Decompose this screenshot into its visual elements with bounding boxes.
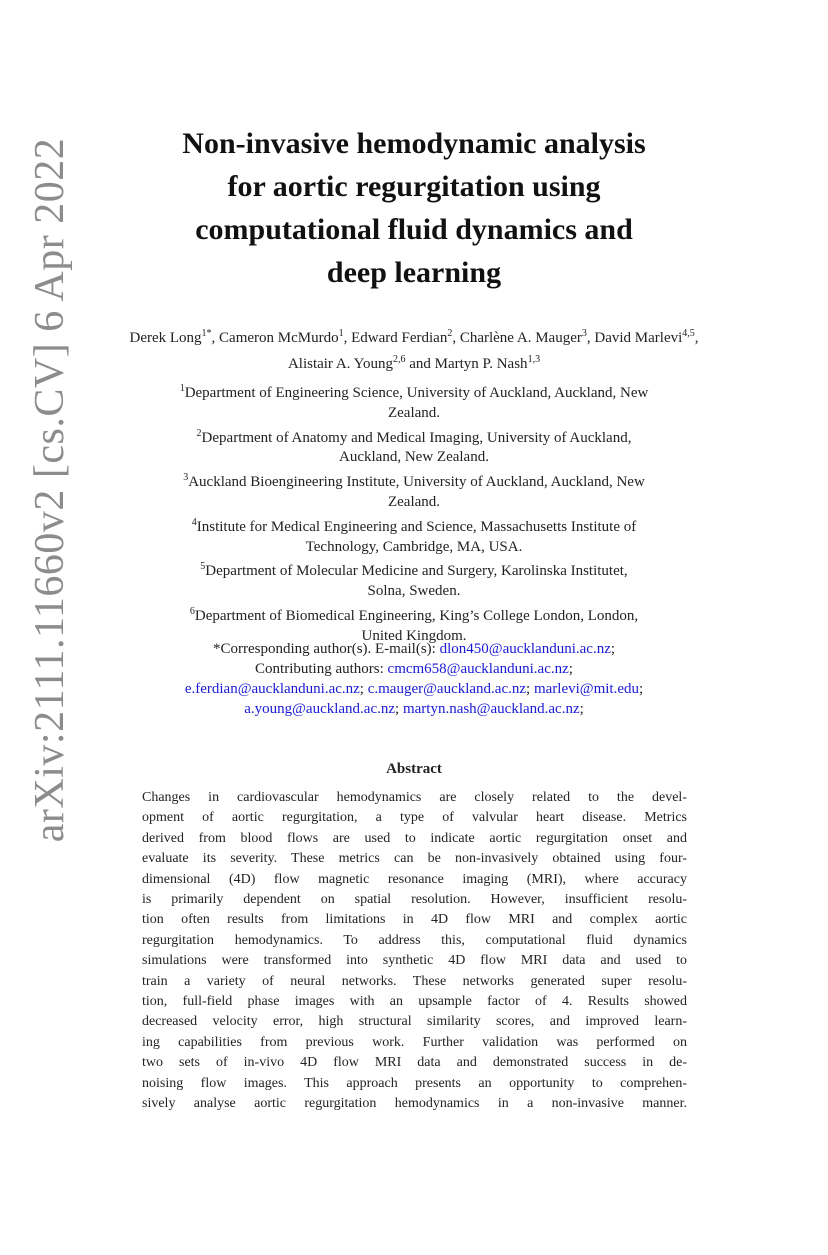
email-link[interactable]: c.mauger@auckland.ac.nz [367, 681, 527, 697]
abstract-line: Changes in cardiovascular hemodynamics are closely related to the devel- [142, 790, 687, 805]
author-affiliation-mark: 2 [447, 328, 453, 339]
affiliation [110, 513, 718, 558]
affiliation-number: 2 [196, 427, 202, 439]
affiliation-number: 6 [189, 605, 195, 617]
abstract-line: evaluate its severity. These metrics can be non-invasively obtained using four- [142, 851, 687, 867]
affiliation [110, 557, 718, 602]
author-affiliation-mark: 1,3 [527, 354, 541, 365]
abstract-line: ing capabilities from previous work. Further validation was performed on [142, 1034, 687, 1050]
affiliation-text: Institute for Medical Engineering and Science, Massachusetts Institute of [196, 518, 637, 535]
abstract-line: decreased velocity error, high structural similarity scores, and improved learn- [142, 1014, 687, 1030]
author-affiliation-mark: 4,5 [682, 328, 695, 339]
email-link[interactable]: e.ferdian@aucklanduni.ac.nz [184, 681, 360, 697]
contributing-label: Contributing authors: [255, 661, 384, 677]
author-name: Edward Ferdian [351, 330, 448, 346]
contact-emails [100, 639, 728, 719]
affiliation [110, 424, 718, 469]
affiliation-text: Technology, Cambridge, MA, USA. [305, 538, 523, 555]
affiliation-text: Department of Molecular Medicine and Surgery, Karolinska Institutet, [205, 563, 628, 580]
affiliation [110, 379, 718, 424]
author-list: Derek Long$^{1*}$, Cameron McMurdo$^1$, Edward Ferdian$^2$, Charlène A. Mauger$^3$, David Marlevi$^{4,5}$, Alistair A. Young$^{2,6}$ and Martyn P. Nash$^{1,3}$ [129, 328, 699, 372]
title-line: deep learning [326, 256, 502, 289]
abstract-line: regurgitation hemodynamics. To address this, computational fluid dynamics [142, 932, 687, 948]
affiliation-number: 3 [183, 472, 189, 484]
author-name: Alistair A. Young [287, 356, 393, 372]
abstract-line: train a variety of neural networks. These networks generated super resolu- [142, 973, 687, 989]
author-affiliation-mark: 1* [201, 328, 212, 339]
authors-and: and [409, 356, 431, 372]
author-name: Charlène A. Mauger [459, 330, 582, 346]
arxiv-identifier-stamp: arXiv:2111.11660v2 [cs.CV] 6 Apr 2022 [27, 137, 73, 843]
affiliation-text: Auckland, New Zealand. [339, 449, 489, 466]
contact-line: a.young@auckland.ac.nz; martyn.nash@auckland.ac.nz; [244, 701, 584, 717]
affiliation-text: Solna, Sweden. [367, 583, 461, 600]
abstract-line: noising flow images. This approach presents an opportunity to comprehen- [142, 1075, 687, 1091]
abstract-line: is primarily dependent on spatial resolution. However, insufficient resolu- [142, 892, 687, 908]
affiliation-text: Zealand. [387, 493, 441, 510]
author-affiliation-mark: 1 [338, 328, 344, 339]
email-link[interactable]: dlon450@aucklanduni.ac.nz [439, 641, 611, 657]
corresponding-label: *Corresponding author(s). E-mail(s): [212, 641, 436, 657]
contact-line: Contributing authors: cmcm658@aucklanduni.ac.nz; [255, 661, 573, 677]
affiliation-number: 1 [179, 383, 185, 394]
abstract-line: dimensional (4D) flow magnetic resonance imaging (MRI), where accuracy [142, 871, 687, 887]
author-affiliation-mark: 2,6 [392, 354, 406, 365]
author-name: Cameron McMurdo [219, 330, 339, 346]
author-name: Derek Long [129, 330, 202, 346]
affiliation-text: Department of Biomedical Engineering, King’s College London, London, [194, 607, 639, 624]
abstract-line: tion often results from limitations in 4D flow MRI and complex aortic [142, 912, 687, 928]
abstract-line: two sets of in-vivo 4D flow MRI data and demonstrated success in de- [142, 1055, 687, 1071]
title-line: computational fluid dynamics and [195, 213, 633, 246]
author-affiliation-mark: 3 [581, 328, 587, 339]
affiliation-text: Department of Engineering Science, University of Auckland, Auckland, New [184, 385, 649, 401]
abstract-body [142, 788, 687, 1115]
affiliation-text: Auckland Bioengineering Institute, University of Auckland, Auckland, New [188, 474, 645, 491]
affiliation-text: Department of Anatomy and Medical Imaging, University of Auckland, [201, 429, 632, 446]
affiliation-text: United Kingdom. [361, 627, 467, 644]
email-link[interactable]: cmcm658@aucklanduni.ac.nz [387, 661, 569, 677]
affiliation [110, 468, 718, 513]
abstract-line: derived from blood flows are used to indicate aortic regurgitation onset and [142, 830, 687, 846]
affiliation-list [110, 379, 718, 647]
title-line: Non-invasive hemodynamic analysis [182, 127, 646, 160]
abstract-line: opment of aortic regurgitation, a type of valvular heart disease. Metrics [142, 810, 687, 826]
title-line: for aortic regurgitation using [227, 170, 601, 203]
author-name: Martyn P. Nash [434, 356, 528, 372]
email-link[interactable]: martyn.nash@auckland.ac.nz [402, 701, 580, 717]
abstract-line: sively analyse aortic regurgitation hemodynamics in a non-invasive manner. [142, 1096, 687, 1112]
abstract-line: simulations were transformed into synthetic 4D flow MRI data and used to [142, 953, 687, 969]
email-link[interactable]: a.young@auckland.ac.nz [244, 701, 396, 717]
affiliation-text: Zealand. [387, 404, 441, 421]
abstract-heading: Abstract [386, 761, 442, 777]
affiliation-number: 4 [191, 516, 197, 528]
author-name: David Marlevi [594, 330, 683, 346]
abstract-line: tion, full-field phase images with an upsample factor of 4. Results showed [142, 994, 687, 1010]
contact-line: e.ferdian@aucklanduni.ac.nz; c.mauger@auckland.ac.nz; marlevi@mit.edu; [184, 681, 644, 697]
paper-title [100, 122, 728, 294]
affiliation-number: 5 [200, 561, 206, 573]
contact-line: *Corresponding author(s). E-mail(s): dlon450@aucklanduni.ac.nz; [212, 641, 616, 657]
email-link[interactable]: marlevi@mit.edu [533, 681, 640, 697]
